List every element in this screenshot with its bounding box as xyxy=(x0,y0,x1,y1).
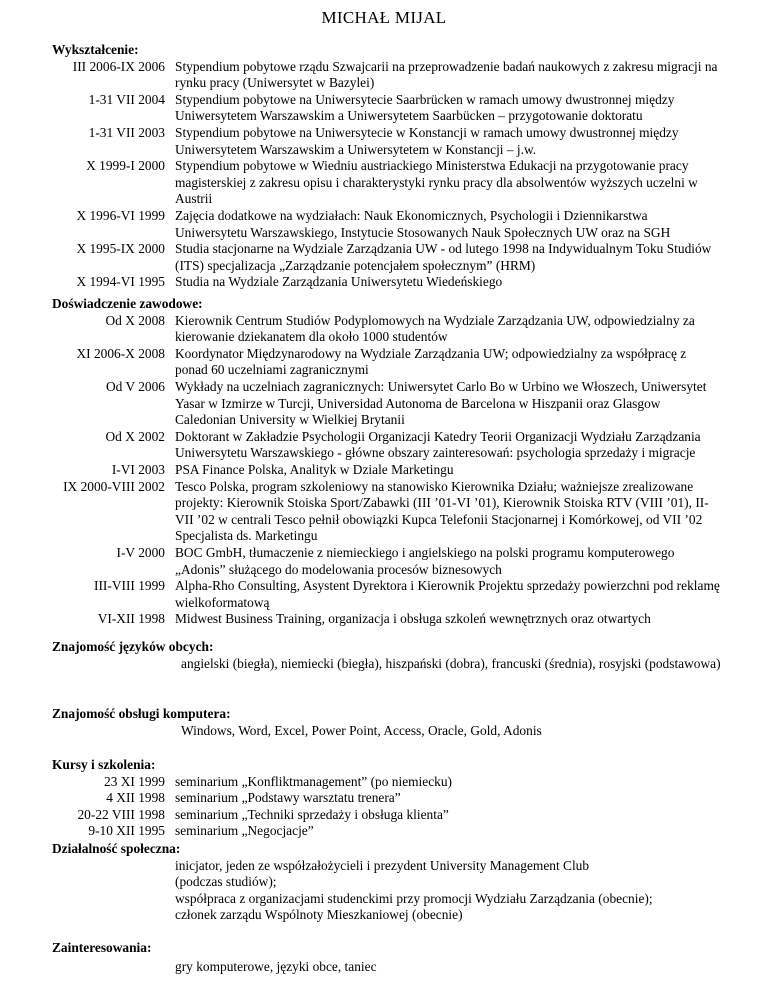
entry-description: Alpha-Rho Consulting, Asystent Dyrektora i Kierownik Projektu sprzedaży powierzchni pod reklamę wielkoformatową xyxy=(175,578,720,610)
entry-date: I-V 2000 xyxy=(116,544,165,560)
social-line: inicjator, jeden ze współzałożycieli i prezydent University Management Club (podczas studiów); xyxy=(175,857,590,890)
entry-description: seminarium „Negocjacje” xyxy=(175,823,314,839)
page-title: MICHAŁ MIJAL xyxy=(321,8,447,27)
entry-date: I-VI 2003 xyxy=(111,461,165,477)
courses-heading: Kursy i szkolenia: xyxy=(52,757,156,772)
entry-date: IX 2000-VIII 2002 xyxy=(63,478,165,494)
entry-date: X 1995-IX 2000 xyxy=(76,241,165,257)
education-section xyxy=(52,42,742,291)
interests-text: gry komputerowe, języki obce, taniec xyxy=(175,958,377,974)
entry-date: III 2006-IX 2006 xyxy=(72,58,165,74)
entry-date: X 1994-VI 1995 xyxy=(76,274,165,290)
entry-description: seminarium „Podstawy warsztatu trenera” xyxy=(175,790,401,806)
entry-date: Od V 2006 xyxy=(105,378,165,394)
experience-heading: Doświadczenie zawodowe: xyxy=(52,296,203,311)
experience-section xyxy=(52,296,742,628)
entry-row xyxy=(52,479,742,545)
social-section xyxy=(52,841,742,924)
entry-row xyxy=(52,208,742,241)
entry-row xyxy=(52,313,742,346)
entry-date: VI-XII 1998 xyxy=(97,611,165,627)
entry-date: Od X 2008 xyxy=(105,312,165,328)
entry-description: Tesco Polska, program szkoleniowy na stanowisko Kierownika Działu; ważniejsze zrealizowane projekty: Kierownik Stoiska Sport/Zabawki (III ’01-VI ’01), Kierownik Stoiska RTV (VIII ’01), II-VII ’02 w centrali Tesco pełnił obowiązki Kupca Telefonii Stacjonarnej i Komórkowej, od VII ’02 Specjalista ds. Marketingu xyxy=(175,478,709,544)
entry-row xyxy=(52,807,742,824)
entry-description: Wykłady na uczelniach zagranicznych: Uniwersytet Carlo Bo w Urbino we Włoszech, Uniwersytet Yasar w Izmirze w Turcji, Universidad Autonoma de Barcelona w Hiszpanii oraz Glasgow Caledonian University w Wielkiej Brytanii xyxy=(175,378,707,428)
entry-date: 1-31 VII 2004 xyxy=(88,91,165,107)
entry-row xyxy=(52,578,742,611)
entry-row xyxy=(52,274,742,291)
entry-description: PSA Finance Polska, Analityk w Dziale Marketingu xyxy=(175,461,454,477)
computer-heading: Znajomość obsługi komputera: xyxy=(52,706,231,721)
entry-row xyxy=(52,346,742,379)
entry-date: 20-22 VIII 1998 xyxy=(77,806,165,822)
entry-date: Od X 2002 xyxy=(105,428,165,444)
courses-list xyxy=(52,774,742,840)
entry-description: seminarium „Techniki sprzedaży i obsługa klienta” xyxy=(175,806,449,822)
entry-date: X 1996-VI 1999 xyxy=(76,207,165,223)
entry-date: XI 2006-X 2008 xyxy=(76,345,165,361)
entry-row xyxy=(52,241,742,274)
entry-date: 23 XI 1999 xyxy=(104,773,165,789)
social-line: współpraca z organizacjami studenckimi przy promocji Wydziału Zarządzania (obecnie); xyxy=(175,890,653,906)
entry-description: Studia na Wydziale Zarządzania Uniwersytetu Wiedeńskiego xyxy=(175,274,503,290)
entry-description: Studia stacjonarne na Wydziale Zarządzania UW - od lutego 1998 na Indywidualnym Toku Studiów (ITS) specjalizacja „Zarządzanie potencjałem społecznym” (HRM) xyxy=(175,241,712,273)
entry-row xyxy=(52,125,742,158)
entry-description: Stypendium pobytowe na Uniwersytecie Saarbrücken w ramach umowy dwustronnej między Uniwersytetem Warszawskim a Uniwersytetem Saarbücken – przygotowanie doktoratu xyxy=(175,91,675,124)
social-line: członek zarządu Wspólnoty Mieszkaniowej (obecnie) xyxy=(175,907,463,923)
entry-description: Doktorant w Zakładzie Psychologii Organizacji Katedry Teorii Organizacji Wydziału Zarządzania Uniwersytetu Warszawskiego - główne obszary zainteresowań: psychologia sprzedaży i migracje xyxy=(175,428,701,461)
interests-section xyxy=(52,940,742,975)
interests-heading: Zainteresowania: xyxy=(52,940,152,955)
education-heading: Wykształcenie: xyxy=(52,42,139,57)
entry-description: Midwest Business Training, organizacja i obsługa szkoleń wewnętrznych oraz otwartych xyxy=(175,611,651,627)
entry-date: III-VIII 1999 xyxy=(93,578,165,594)
entry-row xyxy=(52,462,742,479)
computer-text: Windows, Word, Excel, Power Point, Access, Oracle, Gold, Adonis xyxy=(181,722,542,738)
entry-row xyxy=(52,92,742,125)
entry-date: X 1999-I 2000 xyxy=(86,158,165,174)
entry-description: BOC GmbH, tłumaczenie z niemieckiego i angielskiego na polski programu komputerowego „Adonis” służącego do modelowania procesów biznesowych xyxy=(175,544,675,577)
entry-row xyxy=(52,823,742,840)
entry-description: seminarium „Konfliktmanagement” (po niemiecku) xyxy=(175,773,453,789)
entry-row xyxy=(52,790,742,807)
entry-row xyxy=(52,158,742,208)
entry-row xyxy=(52,611,742,628)
entry-row xyxy=(52,59,742,92)
entry-description: Stypendium pobytowe na Uniwersytecie w Konstancji w ramach umowy dwustronnej między Uniwersytetem Warszawskim a Uniwersytetem w Konstancji – j.w. xyxy=(175,124,679,157)
computer-section xyxy=(52,706,742,739)
entry-description: Koordynator Międzynarodowy na Wydziale Zarządzania UW; odpowiedzialny za współpracę z ponad 60 uczelniami zagranicznymi xyxy=(175,345,687,378)
social-heading: Działalność społeczna: xyxy=(52,841,181,856)
entry-description: Stypendium pobytowe rządu Szwajcarii na przeprowadzenie badań naukowych z zakresu migracji na rynku pracy (Uniwersytet w Bazylei) xyxy=(175,58,718,91)
entry-row xyxy=(52,429,742,462)
entry-description: Zajęcia dodatkowe na wydziałach: Nauk Ekonomicznych, Psychologii i Dziennikarstwa Uniwersytetu Warszawskiego, Instytucie Stosowanych Nauk Społecznych UW oraz na SGH xyxy=(175,207,671,240)
entry-description: Kierownik Centrum Studiów Podyplomowych na Wydziale Zarządzania UW, odpowiedzialny za kierowanie dziekanatem dla około 1000 studentów xyxy=(175,312,695,345)
education-list xyxy=(52,59,742,291)
entry-description: Stypendium pobytowe w Wiedniu austriackiego Ministerstwa Edukacji na przygotowanie pracy magisterskiej z zakresu opisu i charakterystyki rynku pracy dla absolwentów wyższych uczelni w Austrii xyxy=(175,158,698,207)
entry-row xyxy=(52,774,742,791)
entry-date: 9-10 XII 1995 xyxy=(88,823,165,839)
entry-row xyxy=(52,545,742,578)
entry-date: 1-31 VII 2003 xyxy=(88,124,165,140)
languages-section xyxy=(52,639,742,672)
experience-list xyxy=(52,313,742,628)
languages-heading: Znajomość języków obcych: xyxy=(52,639,214,654)
entry-date: 4 XII 1998 xyxy=(106,790,165,806)
entry-row xyxy=(52,379,742,429)
courses-section xyxy=(52,757,742,840)
languages-text: angielski (biegła), niemiecki (biegła), hiszpański (dobra), francuski (średnia), rosyjski (podstawowa) xyxy=(181,655,721,671)
